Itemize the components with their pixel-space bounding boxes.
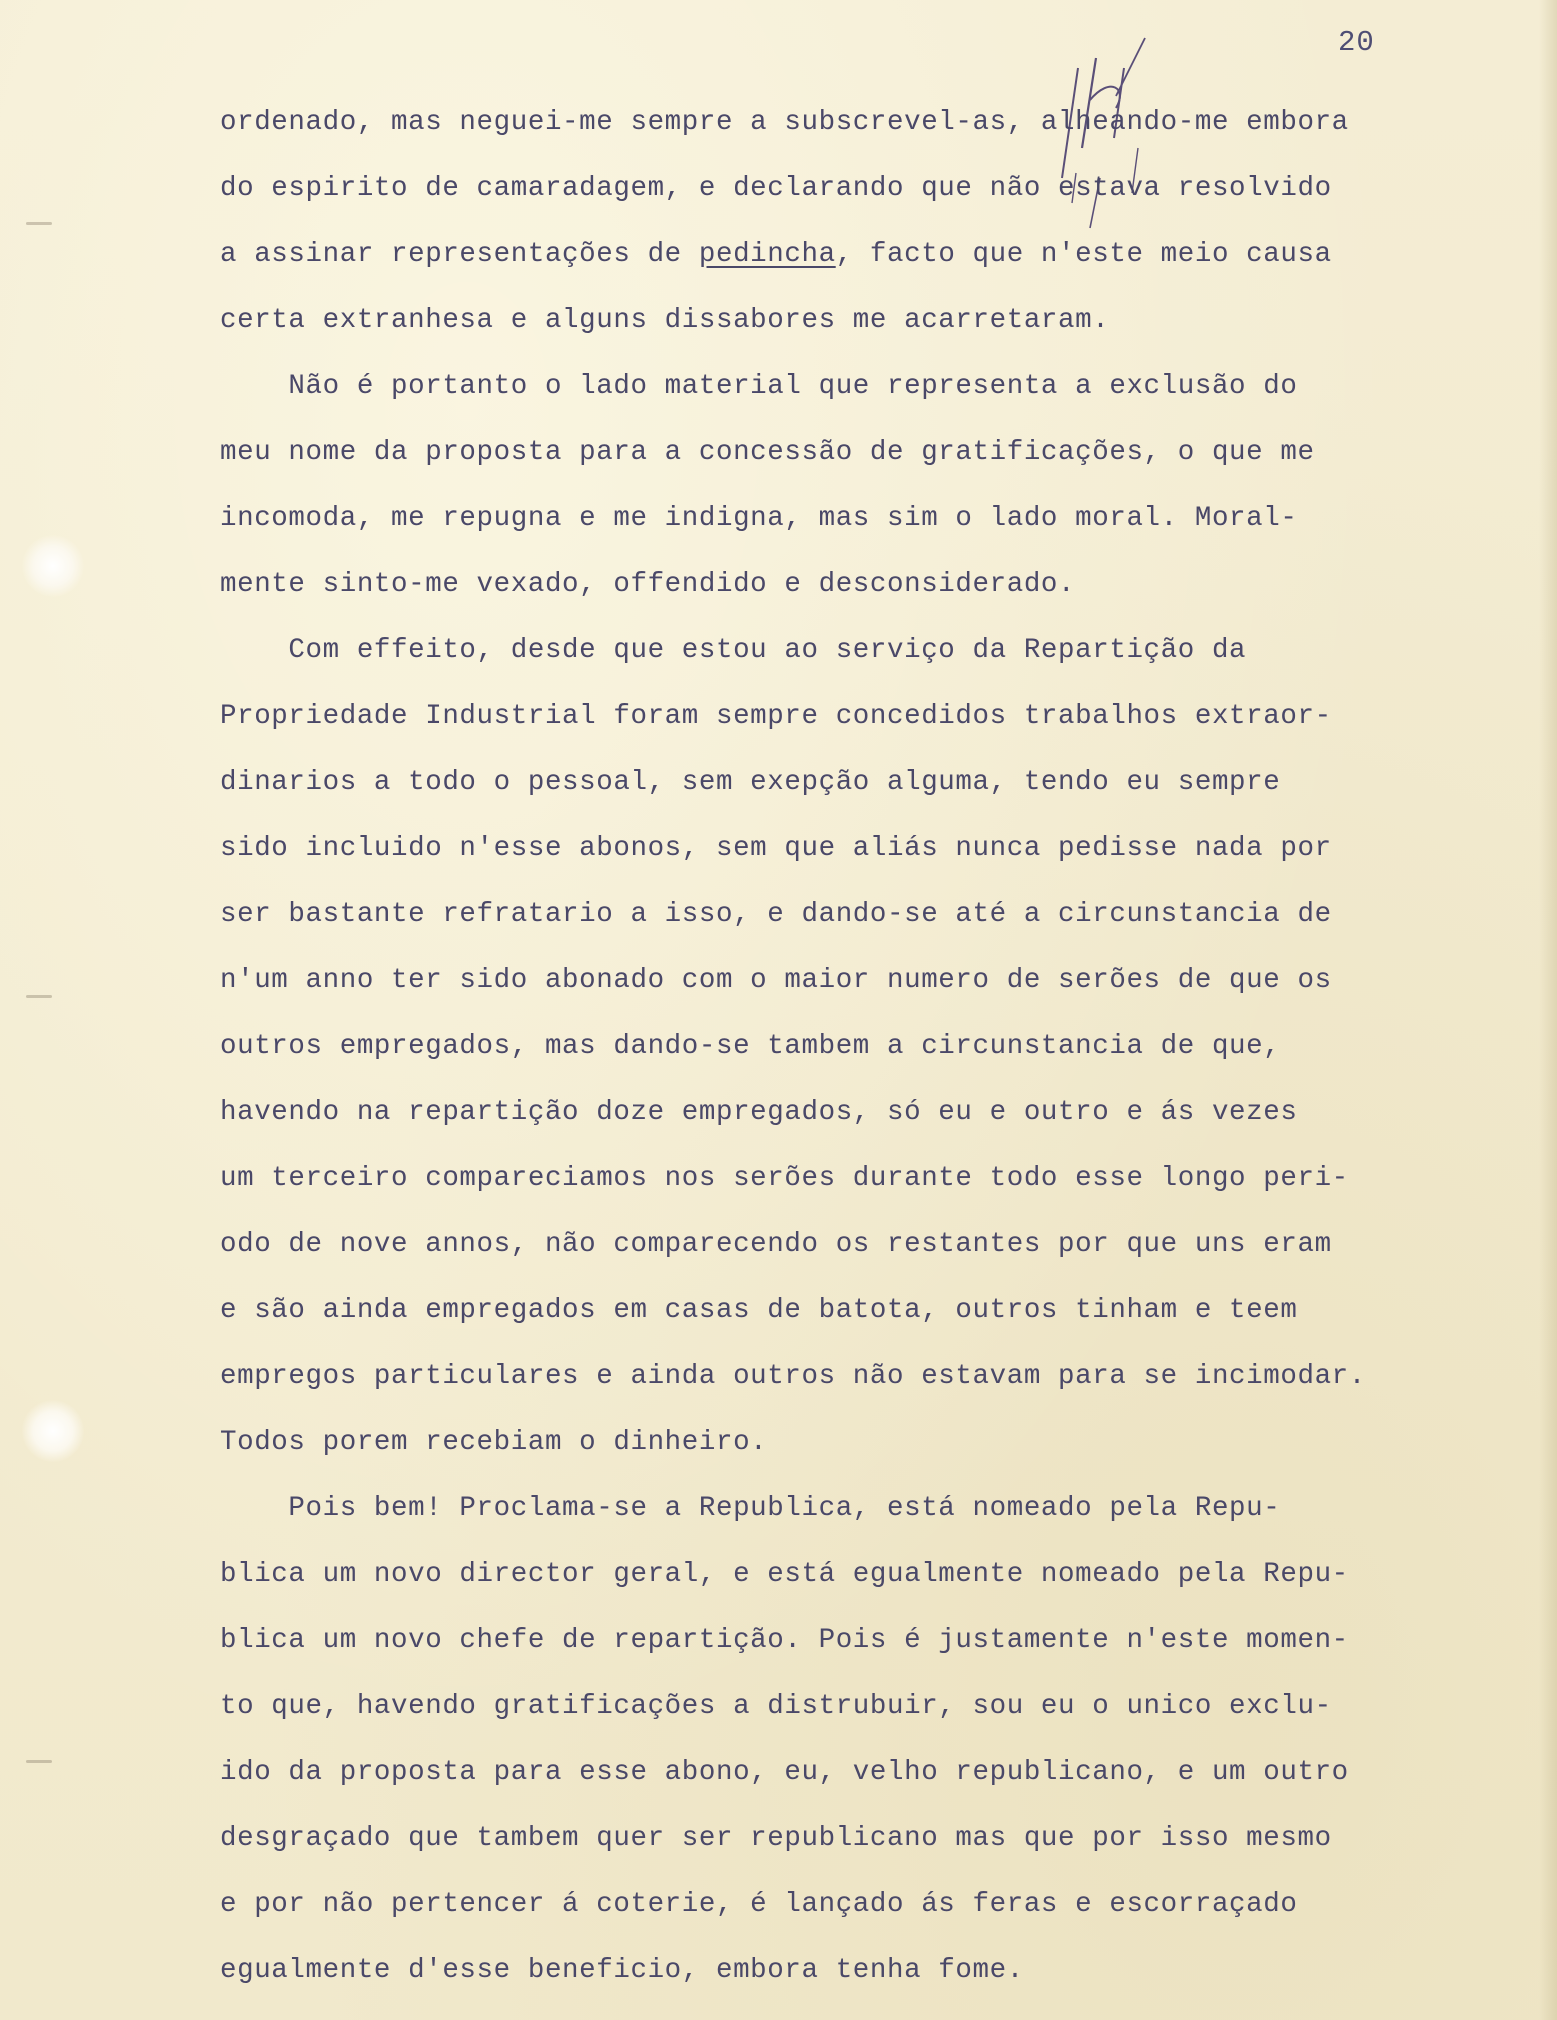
text-line: odo de nove annos, não comparecendo os restantes por que uns eram <box>220 1229 1332 1260</box>
text-line: um terceiro compareciamos nos serões durante todo esse longo peri- <box>220 1163 1349 1194</box>
text-line: Com effeito, desde que estou ao serviço da Repartição da <box>220 635 1247 666</box>
text-line: blica um novo director geral, e está egualmente nomeado pela Repu- <box>220 1559 1349 1590</box>
text-line: egualmente d'esse beneficio, embora tenha fome. <box>220 1955 1024 1986</box>
text-line: certa extranhesa e alguns dissabores me acarretaram. <box>220 305 1110 336</box>
punch-hole <box>22 1400 84 1462</box>
text-line: Não é portanto o lado material que representa a exclusão do <box>220 371 1298 402</box>
text-line: empregos particulares e ainda outros não estavam para se incimodar. <box>220 1361 1366 1392</box>
text-line: Todos porem recebiam o dinheiro. <box>220 1427 768 1458</box>
text-line: Pois bem! Proclama-se a Republica, está nomeado pela Repu- <box>220 1493 1281 1524</box>
text-line: blica um novo chefe de repartição. Pois é justamente n'este momen- <box>220 1625 1349 1656</box>
punch-hole <box>22 535 84 597</box>
text-line: havendo na repartição doze empregados, só eu e outro e ás vezes <box>220 1097 1298 1128</box>
text-line: do espirito de camaradagem, e declarando que não estava resolvido <box>220 173 1332 204</box>
text-line: e por não pertencer á coterie, é lançado ás feras e escorraçado <box>220 1889 1298 1920</box>
margin-mark <box>26 222 52 225</box>
text-line: desgraçado que tambem quer ser republicano mas que por isso mesmo <box>220 1823 1332 1854</box>
text-line: dinarios a todo o pessoal, sem exepção alguma, tendo eu sempre <box>220 767 1281 798</box>
text-line: incomoda, me repugna e me indigna, mas sim o lado moral. Moral- <box>220 503 1298 534</box>
text-line: mente sinto-me vexado, offendido e desconsiderado. <box>220 569 1076 600</box>
margin-mark <box>26 995 52 998</box>
text-line: n'um anno ter sido abonado com o maior numero de serões de que os <box>220 965 1332 996</box>
page-number: 20 <box>1338 26 1375 59</box>
text-line: a assinar representações de pedincha, facto que n'este meio causa <box>220 239 1332 270</box>
text-line: ordenado, mas neguei-me sempre a subscrevel-as, alheando-me embora <box>220 107 1349 138</box>
text-line: sido incluido n'esse abonos, sem que aliás nunca pedisse nada por <box>220 833 1332 864</box>
paper-edge <box>1539 0 1557 2020</box>
text-line: to que, havendo gratificações a distrubuir, sou eu o unico exclu- <box>220 1691 1332 1722</box>
text-line: ido da proposta para esse abono, eu, velho republicano, e um outro <box>220 1757 1349 1788</box>
typed-letter-body <box>220 90 1540 2004</box>
text-line: Propriedade Industrial foram sempre concedidos trabalhos extraor- <box>220 701 1332 732</box>
text-line: e são ainda empregados em casas de batota, outros tinham e teem <box>220 1295 1298 1326</box>
text-line: ser bastante refratario a isso, e dando-se até a circunstancia de <box>220 899 1332 930</box>
underlined-word: pedincha <box>698 239 836 270</box>
text-line: meu nome da proposta para a concessão de gratificações, o que me <box>220 437 1315 468</box>
text-line: outros empregados, mas dando-se tambem a circunstancia de que, <box>220 1031 1281 1062</box>
margin-mark <box>26 1760 52 1763</box>
